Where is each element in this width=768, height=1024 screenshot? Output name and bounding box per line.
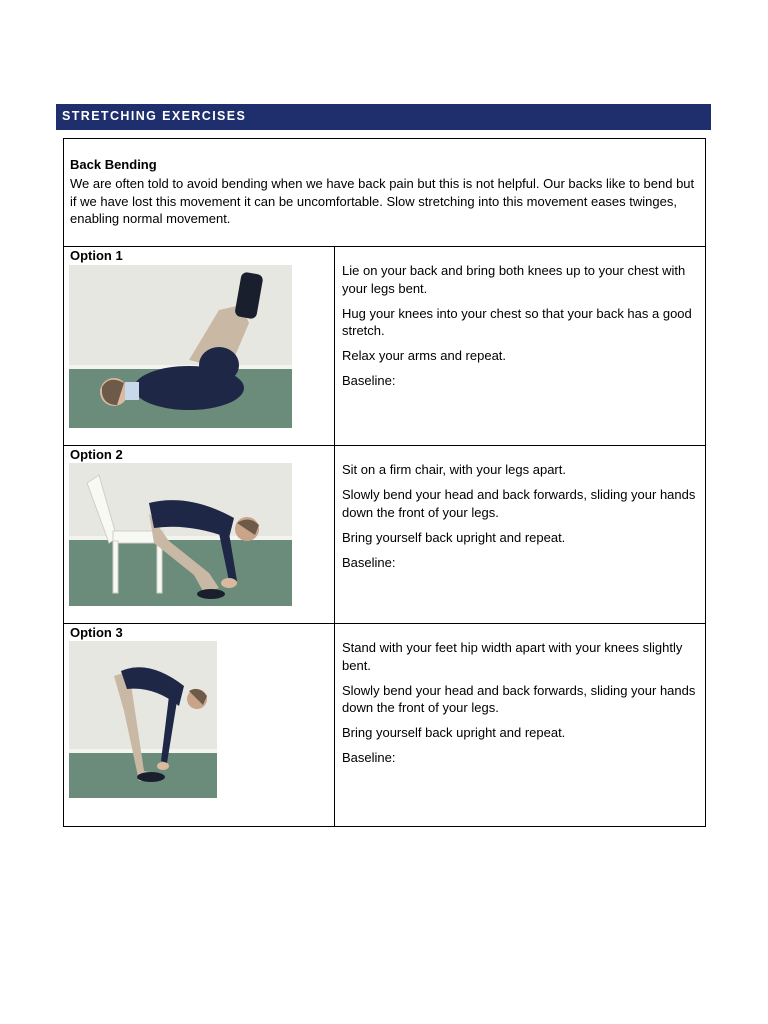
instruction-line: Bring yourself back upright and repeat. (342, 529, 566, 545)
column-divider (334, 247, 335, 445)
intro-cell (64, 139, 705, 247)
option-row-3 (64, 624, 705, 826)
instruction-line: Lie on your back and bring both knees up to your chest with your legs bent. (342, 263, 686, 296)
option-instructions (342, 461, 697, 579)
intro-body: We are often told to avoid bending when we have back pain but this is not helpful. Our backs like to bend but if we have lost this movement it can be uncomfortable. Slow stretching into this movement eases twinges, enabling normal movement. (70, 176, 695, 226)
option-row-2 (64, 446, 705, 624)
intro-heading: Back Bending (70, 157, 157, 172)
photo-knees-to-chest (69, 265, 292, 428)
exercise-table (63, 138, 706, 827)
photo-seated-bend (69, 463, 292, 606)
section-banner (56, 104, 711, 130)
baseline-label: Baseline: (342, 750, 396, 765)
instruction-line: Slowly bend your head and back forwards, sliding your hands down the front of your legs. (342, 487, 696, 520)
instruction-line: Bring yourself back upright and repeat. (342, 725, 566, 740)
option-instructions (342, 262, 697, 397)
instruction-line: Relax your arms and repeat. (342, 348, 507, 363)
instruction-line: Stand with your feet hip width apart with your knees slightly bent. (342, 640, 683, 673)
option-instructions (342, 639, 697, 774)
option-label: Option 1 (70, 248, 123, 263)
instruction-line: Slowly bend your head and back forwards, sliding your hands down the front of your legs. (342, 682, 696, 715)
option-row-1 (64, 247, 705, 446)
option-label: Option 2 (70, 447, 123, 462)
instruction-line: Sit on a firm chair, with your legs apart. (342, 462, 566, 477)
option-label: Option 3 (70, 625, 123, 640)
baseline-label: Baseline: (342, 554, 396, 570)
baseline-label: Baseline: (342, 373, 396, 388)
instruction-line: Hug your knees into your chest so that your back has a good stretch. (342, 305, 692, 338)
column-divider (334, 446, 335, 623)
photo-standing-bend (69, 641, 217, 798)
section-title: STRETCHING EXERCISES (62, 109, 247, 123)
column-divider (334, 624, 335, 826)
